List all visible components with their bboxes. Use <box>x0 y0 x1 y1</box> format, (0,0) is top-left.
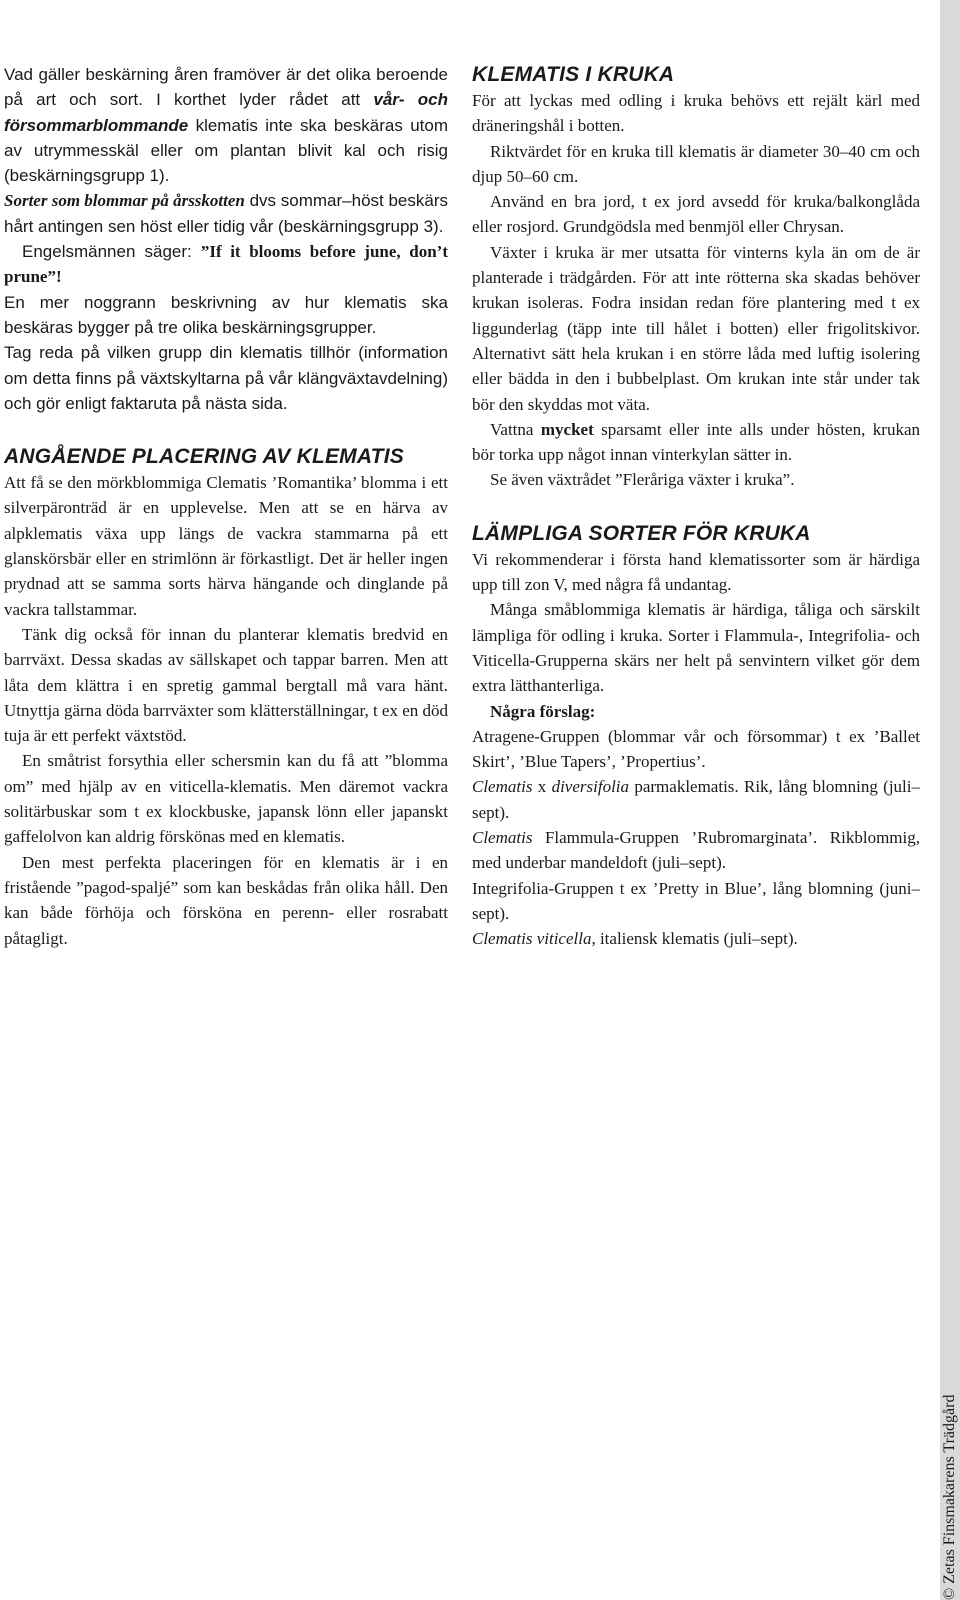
text: x <box>532 777 552 797</box>
suggestion-integrifolia: Integrifolia-Gruppen t ex ’Pretty in Blue’, lång blomning (juni–sept). <box>472 878 920 923</box>
suggestion-atragene: Atragene-Gruppen (blommar vår och försommar) t ex ’Ballet Skirt’, ’Blue Tapers’, ’Propertius’. <box>472 726 920 772</box>
text: , italiensk klematis (juli–sept). <box>591 929 798 949</box>
text: parmaklematis. Rik, lång blomning (juli–sept). <box>472 777 920 822</box>
right-column <box>472 62 920 952</box>
text: Vad gäller beskärning åren framöver är det olika beroende på art och sort. I korthet lyder rådet att <box>4 65 448 110</box>
paragraph-summer-bloomers <box>4 188 448 239</box>
copyright-notice <box>937 1394 960 1600</box>
emphasis: vår- och försommarblommande <box>4 90 449 135</box>
paragraph-pot-6: Se även växtrådet ”Fleråriga växter i kruka”. <box>490 470 795 490</box>
suggestion-flammula <box>472 825 920 876</box>
quote: ”If it blooms before june, don’t prune”! <box>4 242 448 287</box>
copyright-text: © Zetas Finsmakarens Trädgård <box>941 1394 958 1600</box>
emphasis: mycket <box>540 419 594 439</box>
paragraph-pot-1: För att lyckas med odling i kruka behövs ett rejält kärl med dräneringshål i botten. <box>472 91 920 136</box>
paragraph-pruning-groups: En mer noggrann beskrivning av hur klematis ska beskäras bygger på tre olika beskärningsgrupper. <box>4 292 448 337</box>
latin-name: diversifolia <box>551 777 630 797</box>
suggestion-viticella <box>472 926 920 951</box>
paragraph-placement-1: Att få se den mörkblommiga Clematis ’Romantika’ blomma i ett silverpäronträd är en upplevelse. Men att se en härva av alpklematis växa upp längs de vackra stammarna på ett glanskörsbär eller en strimlönn är förkastligt. Det är heller ingen prydnad att se samma sorts härva hängande och dinglande på vackra tallstammar. <box>4 473 448 619</box>
text: klematis inte ska beskäras utom av utrymmesskäl eller om plantan blivit kal och risig (beskärningsgrupp 1). <box>4 115 448 186</box>
text: Vattna <box>490 419 541 439</box>
paragraph-pruning-intro <box>4 62 448 188</box>
margin-strip <box>940 0 960 1600</box>
paragraph-pot-3: Använd en bra jord, t ex jord avsedd för kruka/balkonglåda eller rosjord. Grundgödsla med benmjöl eller Chrysan. <box>472 192 920 237</box>
heading-varieties: LÄMPLIGA SORTER FÖR KRUKA <box>472 521 811 545</box>
suggestion-diversifolia <box>472 774 920 825</box>
emphasis: Sorter som blommar på årsskotten <box>4 191 245 211</box>
paragraph-english-saying <box>4 239 448 290</box>
heading-placement: ANGÅENDE PLACERING AV KLEMATIS <box>4 445 404 469</box>
heading-pot: KLEMATIS I KRUKA <box>472 63 675 86</box>
paragraph-placement-4: Den mest perfekta placeringen för en klematis är i en fristående ”pagod-spaljé” som kan beskådas från olika håll. Den kan både förhöja och försköna en perenn- eller rosrabatt påtagligt. <box>4 852 448 948</box>
latin-name: Clematis <box>472 828 533 848</box>
paragraph-pot-2: Riktvärdet för en kruka till klematis är diameter 30–40 cm och djup 50–60 cm. <box>472 141 920 186</box>
paragraph-varieties-1: Vi rekommenderar i första hand klematissorter som är härdiga upp till zon V, med några få undantag. <box>472 549 920 595</box>
latin-name: Clematis <box>472 777 533 797</box>
left-column <box>4 62 448 951</box>
text: dvs sommar–höst beskärs hårt antingen sen höst eller tidig vår (beskärningsgrupp 3). <box>4 191 449 236</box>
suggestions-label: Några förslag: <box>490 701 596 721</box>
paragraph-varieties-2: Många småblommiga klematis är härdiga, tåliga och särskilt lämpliga för odling i kruka. Sorter i Flammula-, Integrifolia- och Viticella-Grupperna skärs ner helt på senvintern vilket gör dem extra lätthanterliga. <box>472 600 920 696</box>
latin-name: Clematis viticella <box>472 929 592 949</box>
paragraph-find-group: Tag reda på vilken grupp din klematis tillhör (information om detta finns på växtskyltarna på vår klängväxtavdelning) och gör enligt faktaruta på nästa sida. <box>4 343 448 413</box>
text: sparsamt eller inte alls under hösten, krukan bör torka upp något innan vinterkylan sätter in. <box>472 419 920 465</box>
paragraph-pot-4: Växter i kruka är mer utsatta för vinterns kyla än om de är planterade i trädgården. För att inte rötterna ska skadas behöver krukan isoleras. Fodra insidan redan före plantering med t ex liggunderlag (täpp inte till hålet i botten) eller frigolitskivor. Alternativt sätt hela krukan i en större låda med luftig isolering eller bädda in den i bubbelplast. Om krukan inte står under tak bör den skyddas mot väta. <box>472 242 920 414</box>
paragraph-placement-3: En småtrist forsythia eller schersmin kan du få att ”blomma om” med hjälp av en viticella-klematis. Men däremot vackra solitärbuskar som t ex klockbuske, japansk lönn eller japanskt gaffelolvon kan aldrig förskönas med en klematis. <box>4 751 448 847</box>
text: Engelsmännen säger: <box>22 242 201 262</box>
paragraph-placement-2: Tänk dig också för innan du planterar klematis bredvid en barrväxt. Dessa skadas av sällskapet och tappar barren. Men att låta dem klättra i en spretig gammal bergtall må vara hänt. Utnyttja gärna döda barrväxter som klätterställningar, t ex en död tuja är ett perfekt växtstöd. <box>4 624 449 746</box>
text: Flammula-Gruppen ’Rubromarginata’. Rikblommig, med underbar mandeldoft (juli–sept). <box>472 828 920 873</box>
paragraph-pot-5 <box>472 417 920 468</box>
